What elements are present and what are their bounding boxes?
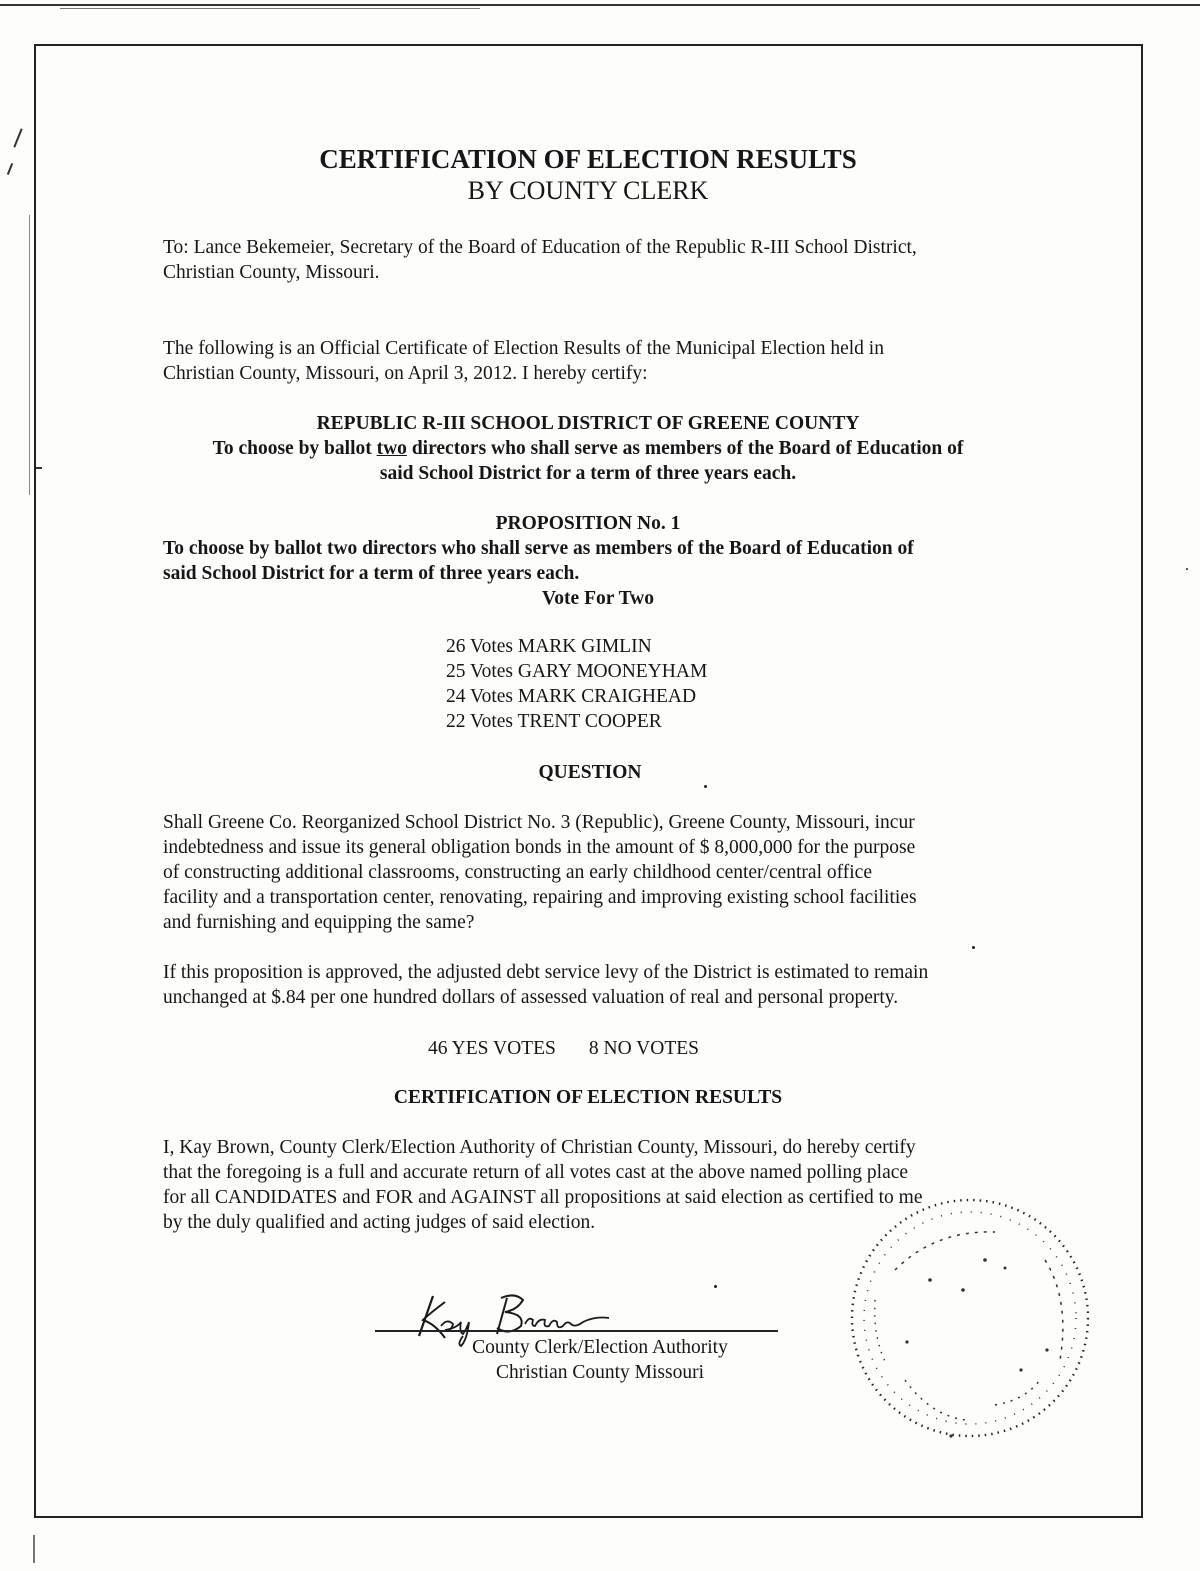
scan-top-rule-faint bbox=[60, 8, 480, 9]
scan-speck bbox=[1186, 568, 1188, 570]
signature-caption bbox=[420, 1335, 780, 1385]
certification-line: by the duly qualified and acting judges of said election. bbox=[163, 1212, 596, 1233]
certification-line: for all CANDIDATES and FOR and AGAINST all propositions at said election as certified to me bbox=[163, 1187, 923, 1208]
yes-votes: 46 YES VOTES bbox=[428, 1038, 556, 1059]
document-subtitle: BY COUNTY CLERK bbox=[467, 176, 709, 205]
certification-heading: CERTIFICATION OF ELECTION RESULTS bbox=[393, 1087, 783, 1108]
scan-mark bbox=[29, 215, 30, 495]
question-line: and furnishing and equipping the same? bbox=[163, 912, 475, 933]
levy-line: unchanged at $.84 per one hundred dollars of assessed valuation of real and personal property. bbox=[163, 987, 899, 1008]
candidate-result: 25 Votes GARY MOONEYHAM bbox=[446, 661, 708, 682]
levy-text bbox=[163, 960, 1043, 1010]
signature-county: Christian County Missouri bbox=[495, 1362, 705, 1383]
district-heading: REPUBLIC R-III SCHOOL DISTRICT OF GREENE COUNTY bbox=[316, 413, 860, 434]
no-votes: 8 NO VOTES bbox=[588, 1038, 700, 1059]
candidate-result: 26 Votes MARK GIMLIN bbox=[446, 636, 652, 657]
document-title: CERTIFICATION OF ELECTION RESULTS bbox=[319, 144, 857, 174]
question-heading-block bbox=[163, 760, 1013, 785]
vote-for: Vote For Two bbox=[542, 588, 654, 609]
address-line: To: Lance Bekemeier, Secretary of the Board of Education of the Republic R-III School District, bbox=[163, 237, 917, 258]
question-line: facility and a transportation center, renovating, repairing and improving existing school facilities bbox=[163, 887, 917, 908]
underlined-two: two bbox=[376, 438, 407, 459]
district-block bbox=[163, 411, 1013, 486]
question-line: of constructing additional classrooms, constructing an early childhood center/central office bbox=[163, 862, 872, 883]
address-block bbox=[163, 235, 1033, 285]
question-result bbox=[428, 1036, 828, 1061]
proposition-heading: PROPOSITION No. 1 bbox=[495, 513, 681, 534]
proposition-line: said School District for a term of three years each. bbox=[163, 563, 580, 584]
district-line: said School District for a term of three years each. bbox=[379, 463, 797, 484]
signature-title: County Clerk/Election Authority bbox=[472, 1337, 728, 1358]
yes-no-votes bbox=[428, 1036, 828, 1061]
county-seal-stamp bbox=[835, 1190, 1105, 1450]
scan-top-rule bbox=[0, 4, 1200, 6]
certification-line: I, Kay Brown, County Clerk/Election Authority of Christian County, Missouri, do hereby certify bbox=[163, 1137, 916, 1158]
scan-mark bbox=[7, 163, 13, 175]
scan-speck bbox=[972, 946, 975, 949]
candidate-list bbox=[446, 634, 707, 734]
question-heading: QUESTION bbox=[538, 762, 642, 783]
certification-heading-block bbox=[163, 1085, 1013, 1110]
scan-mark bbox=[36, 467, 42, 469]
intro-line: The following is an Official Certificate of Election Results of the Municipal Election held in bbox=[163, 338, 884, 359]
scan-mark bbox=[33, 1535, 35, 1563]
candidate-result: 24 Votes MARK CRAIGHEAD bbox=[446, 686, 697, 707]
district-line bbox=[163, 436, 1013, 461]
question-line: Shall Greene Co. Reorganized School District No. 3 (Republic), Greene County, Missouri, incur bbox=[163, 812, 915, 833]
levy-line: If this proposition is approved, the adjusted debt service levy of the District is estimated to remain bbox=[163, 962, 929, 983]
intro-block bbox=[163, 336, 1033, 386]
certification-line: that the foregoing is a full and accurate return of all votes cast at the above named polling place bbox=[163, 1162, 909, 1183]
proposition-line: To choose by ballot two directors who shall serve as members of the Board of Education of bbox=[163, 538, 914, 559]
scan-speck bbox=[704, 785, 707, 788]
scan-mark bbox=[13, 128, 22, 147]
intro-line: Christian County, Missouri, on April 3, 2012. I hereby certify: bbox=[163, 363, 648, 384]
signature-line bbox=[375, 1330, 778, 1332]
candidate-result: 22 Votes TRENT COOPER bbox=[446, 711, 662, 732]
scan-speck bbox=[714, 1285, 717, 1288]
district-line-part: directors who shall serve as members of the Board of Education of bbox=[406, 438, 964, 459]
district-line-part: To choose by ballot bbox=[212, 438, 377, 459]
question-text bbox=[163, 810, 1043, 935]
address-line: Christian County, Missouri. bbox=[163, 262, 380, 283]
proposition-block bbox=[163, 511, 1013, 611]
question-line: indebtedness and issue its general obligation bonds in the amount of $ 8,000,000 for the purpose bbox=[163, 837, 916, 858]
